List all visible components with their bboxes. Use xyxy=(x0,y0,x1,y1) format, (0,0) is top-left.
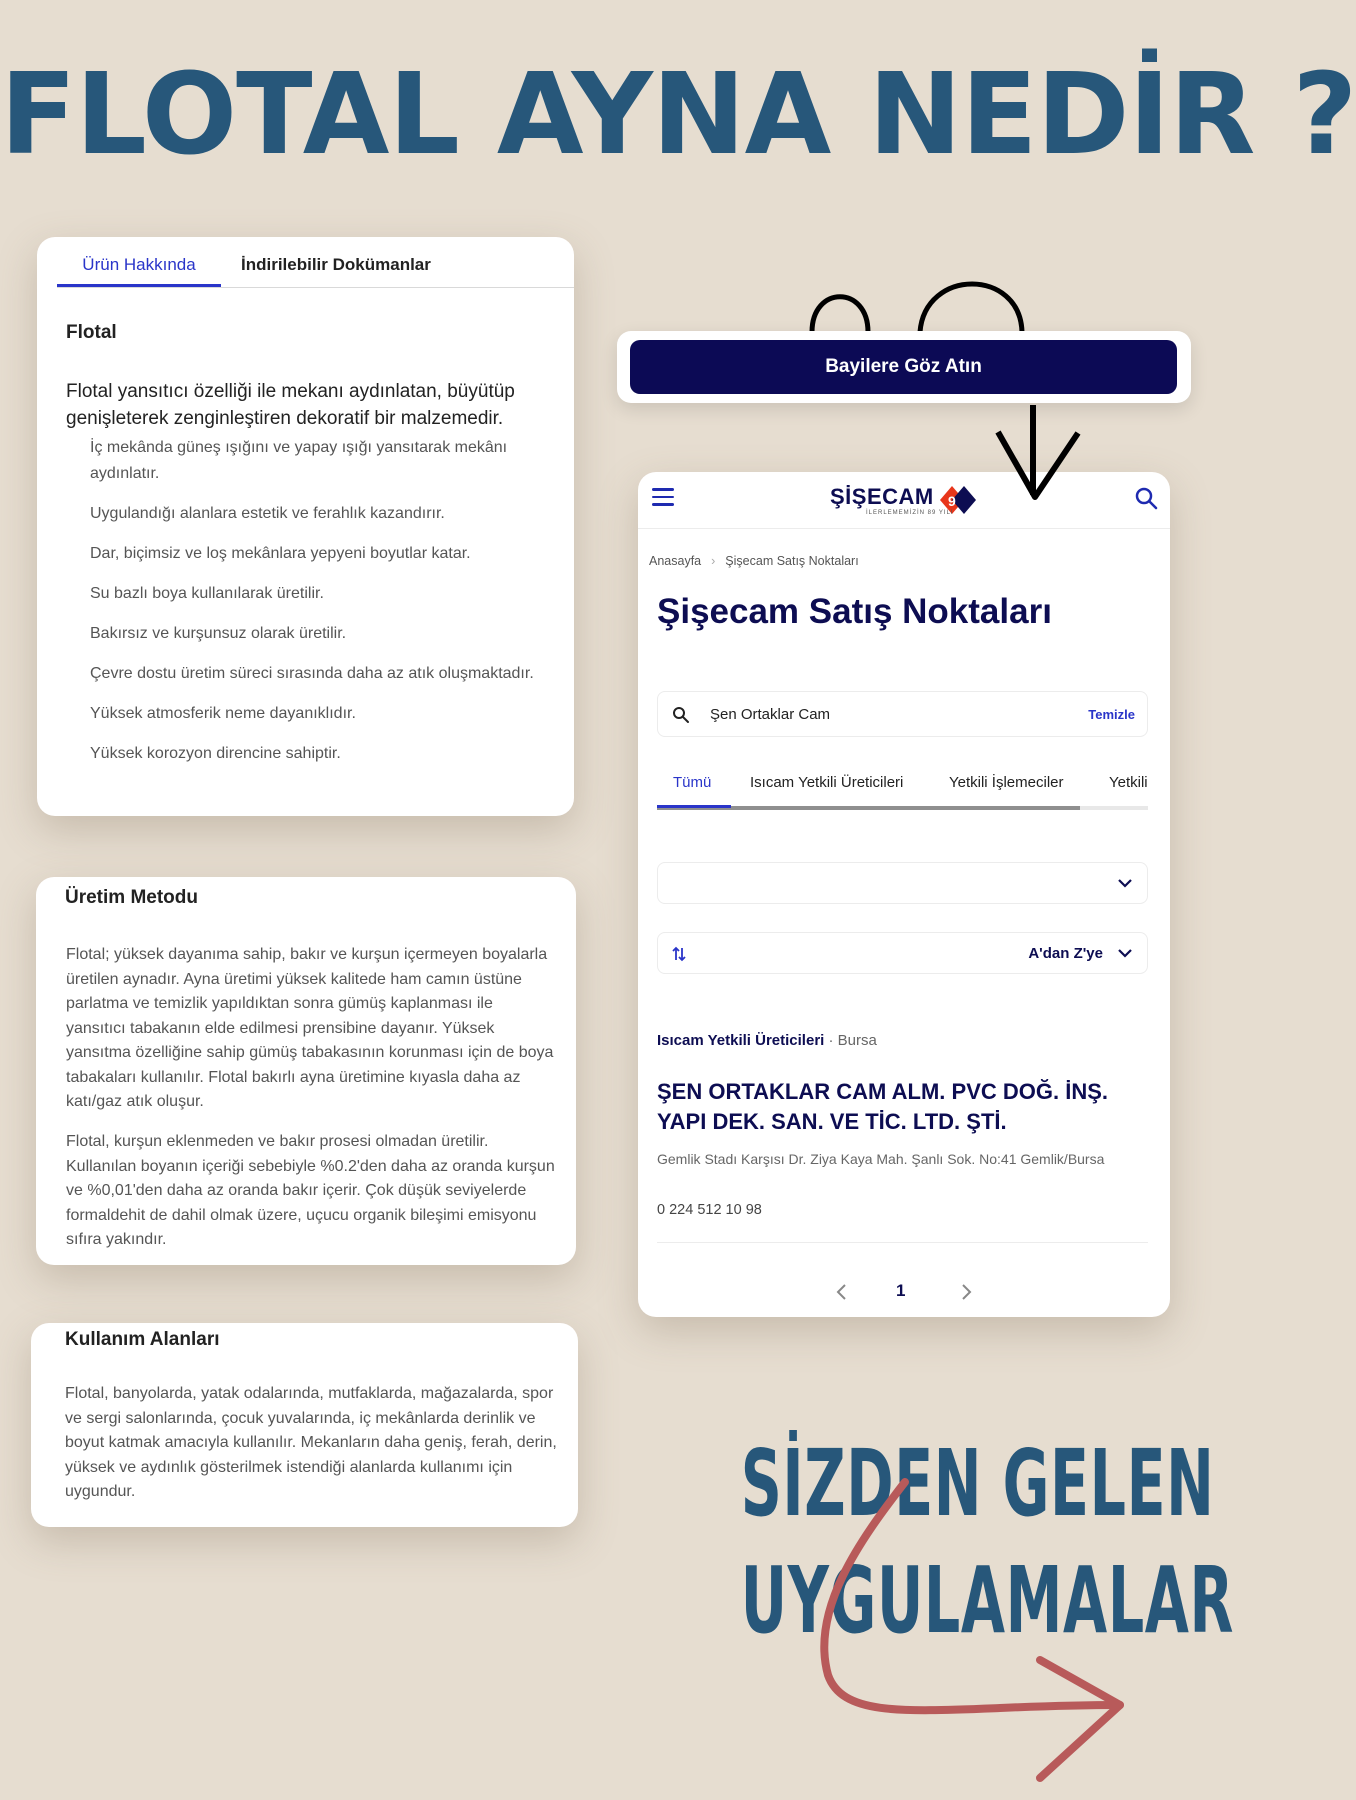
search-icon xyxy=(672,706,690,724)
list-item: Dar, biçimsiz ve loş mekânlara yepyeni boyutlar katar. xyxy=(90,545,471,562)
loop-small-icon xyxy=(812,297,868,332)
list-item: İç mekânda güneş ışığını ve yapay ışığı yansıtarak mekânı aydınlatır. xyxy=(90,439,508,482)
promo-line-1: SİZDEN GELEN xyxy=(740,1430,1215,1537)
list-item: Uygulandığı alanlara estetik ve ferahlık kazandırır. xyxy=(90,505,445,522)
breadcrumb-home[interactable]: Anasayfa xyxy=(649,554,702,568)
tab-yetkili-islemeciler[interactable]: Yetkili İşlemeciler xyxy=(949,774,1064,791)
divider xyxy=(657,1242,1148,1243)
method-paragraph-2: Flotal, kurşun eklenmeden ve bakır prosesi olmadan üretilir. Kullanılan boyanın içeriği sebebiyle %0.2'den daha az oranda kurşun ve %0,01'den daha az oranda bakır içerir. Çok düşük seviyelerde formaldehit de dahil olmak üzere, uçucu organik bileşimi emisyonu sıfıra yakındır. xyxy=(66,1133,555,1248)
tab-urun-hakkinda[interactable]: Ürün Hakkında xyxy=(57,251,221,287)
sort-value: A'dan Z'ye xyxy=(1028,945,1103,962)
chevron-down-icon xyxy=(1117,945,1133,961)
method-heading: Üretim Metodu xyxy=(65,887,198,908)
chevron-down-icon xyxy=(1117,875,1133,891)
result-separator: · xyxy=(828,1032,834,1049)
about-card xyxy=(37,237,574,816)
about-tabs xyxy=(57,251,574,288)
result-phone[interactable]: 0 224 512 10 98 xyxy=(657,1202,762,1218)
result-city: Bursa xyxy=(837,1032,877,1049)
list-item: Bakırsız ve kurşunsuz olarak üretilir. xyxy=(90,625,347,642)
chevron-right-icon[interactable] xyxy=(960,1282,974,1302)
arrow-head-icon xyxy=(1040,1660,1120,1778)
usage-card xyxy=(31,1323,578,1527)
tab-isicam-yetkili-ureticileri[interactable]: Isıcam Yetkili Üreticileri xyxy=(750,774,904,791)
svg-text:9: 9 xyxy=(948,493,956,509)
tab-yetkili[interactable]: Yetkili xyxy=(1109,774,1148,791)
sort-select[interactable] xyxy=(657,932,1148,974)
page-number[interactable]: 1 xyxy=(896,1281,906,1300)
filter-tabs-scrollbar[interactable] xyxy=(657,806,1148,810)
list-item: Su bazlı boya kullanılarak üretilir. xyxy=(90,585,324,602)
method-paragraph-1: Flotal; yüksek dayanıma sahip, bakır ve kurşun içermeyen boyalarla üretilen aynadır. Ayna üretimi yüksek kalitede ham camın üstüne parlatma ve temizlik yapıldıktan sonra gümüş kaplanması ile yansıtıcı tabakanın elde edilmesi prensibine dayanır. Yüksek yansıtma özelliğine sahip gümüş tabakasının korunması için de boya tabakaları kullanılır. Flotal bakırlı ayna üretimine kıyasla daha az katı/gaz atık oluşur. xyxy=(66,946,554,1110)
method-card xyxy=(36,877,576,1265)
result-address: Gemlik Stadı Karşısı Dr. Ziya Kaya Mah. Şanlı Sok. No:41 Gemlik/Bursa xyxy=(657,1151,1105,1167)
tab-tumu[interactable]: Tümü xyxy=(673,774,712,791)
about-lead: Flotal yansıtıcı özelliği ile mekanı aydınlatan, büyütüp genişleterek zenginleştiren dekoratif bir malzemedir. xyxy=(66,381,515,429)
loop-large-icon xyxy=(920,284,1022,332)
cta-wrapper xyxy=(617,331,1191,403)
promo-line-2: UYGULAMALAR xyxy=(740,1547,1235,1654)
chevron-right-icon: › xyxy=(711,554,716,568)
usage-heading: Kullanım Alanları xyxy=(65,1329,220,1350)
dealer-search-input[interactable] xyxy=(657,691,1148,737)
feature-list xyxy=(90,435,560,781)
menu-icon[interactable] xyxy=(652,488,674,508)
mobile-header xyxy=(638,472,1170,529)
list-item: Yüksek korozyon direncine sahiptir. xyxy=(90,745,341,762)
sisecam-logo[interactable]: ŞİŞECAM xyxy=(830,484,934,509)
list-item: Yüksek atmosferik neme dayanıklıdır. xyxy=(90,705,356,722)
tab-indirilebilir-dokumanlar[interactable]: İndirilebilir Dokümanlar xyxy=(241,255,431,274)
result-name[interactable]: ŞEN ORTAKLAR CAM ALM. PVC DOĞ. İNŞ. YAPI DEK. SAN. VE TİC. LTD. ŞTİ. xyxy=(657,1079,1108,1134)
chevron-left-icon[interactable] xyxy=(834,1282,848,1302)
breadcrumb xyxy=(649,554,859,568)
active-tab-indicator xyxy=(657,805,731,808)
dealers-button[interactable]: Bayilere Göz Atın xyxy=(630,340,1177,394)
breadcrumb-current: Şişecam Satış Noktaları xyxy=(725,554,859,568)
result-meta xyxy=(657,1032,877,1049)
search-value: Şen Ortaklar Cam xyxy=(710,706,831,723)
sort-icon xyxy=(670,945,688,963)
filter-select[interactable] xyxy=(657,862,1148,904)
about-heading: Flotal xyxy=(66,322,117,343)
dealer-page-title: Şişecam Satış Noktaları xyxy=(657,592,1052,631)
usage-paragraph: Flotal, banyolarda, yatak odalarında, mutfaklarda, mağazalarda, spor ve sergi salonlarında, çocuk yuvalarında, iç mekânlarda derinlik ve boyut katmak amacıyla kullanılır. Mekanların daha geniş, ferah, derin, yüksek ve aydınlık gösterilmek istendiği alanlarda kullanımı için uygundur. xyxy=(65,1385,557,1500)
page-title: FLOTAL AYNA NEDİR ? xyxy=(0,50,1356,180)
filter-tabs xyxy=(657,774,1148,806)
list-item: Çevre dostu üretim süreci sırasında daha az atık oluşmaktadır. xyxy=(90,665,534,682)
logo-tagline: İLERLEMEMİZİN 89 YILI xyxy=(866,510,954,516)
pagination xyxy=(638,1280,1170,1304)
search-icon[interactable] xyxy=(1134,486,1158,510)
result-category: Isıcam Yetkili Üreticileri xyxy=(657,1032,825,1049)
dealer-locator-card xyxy=(638,472,1170,1317)
clear-search-button[interactable]: Temizle xyxy=(1088,707,1135,722)
